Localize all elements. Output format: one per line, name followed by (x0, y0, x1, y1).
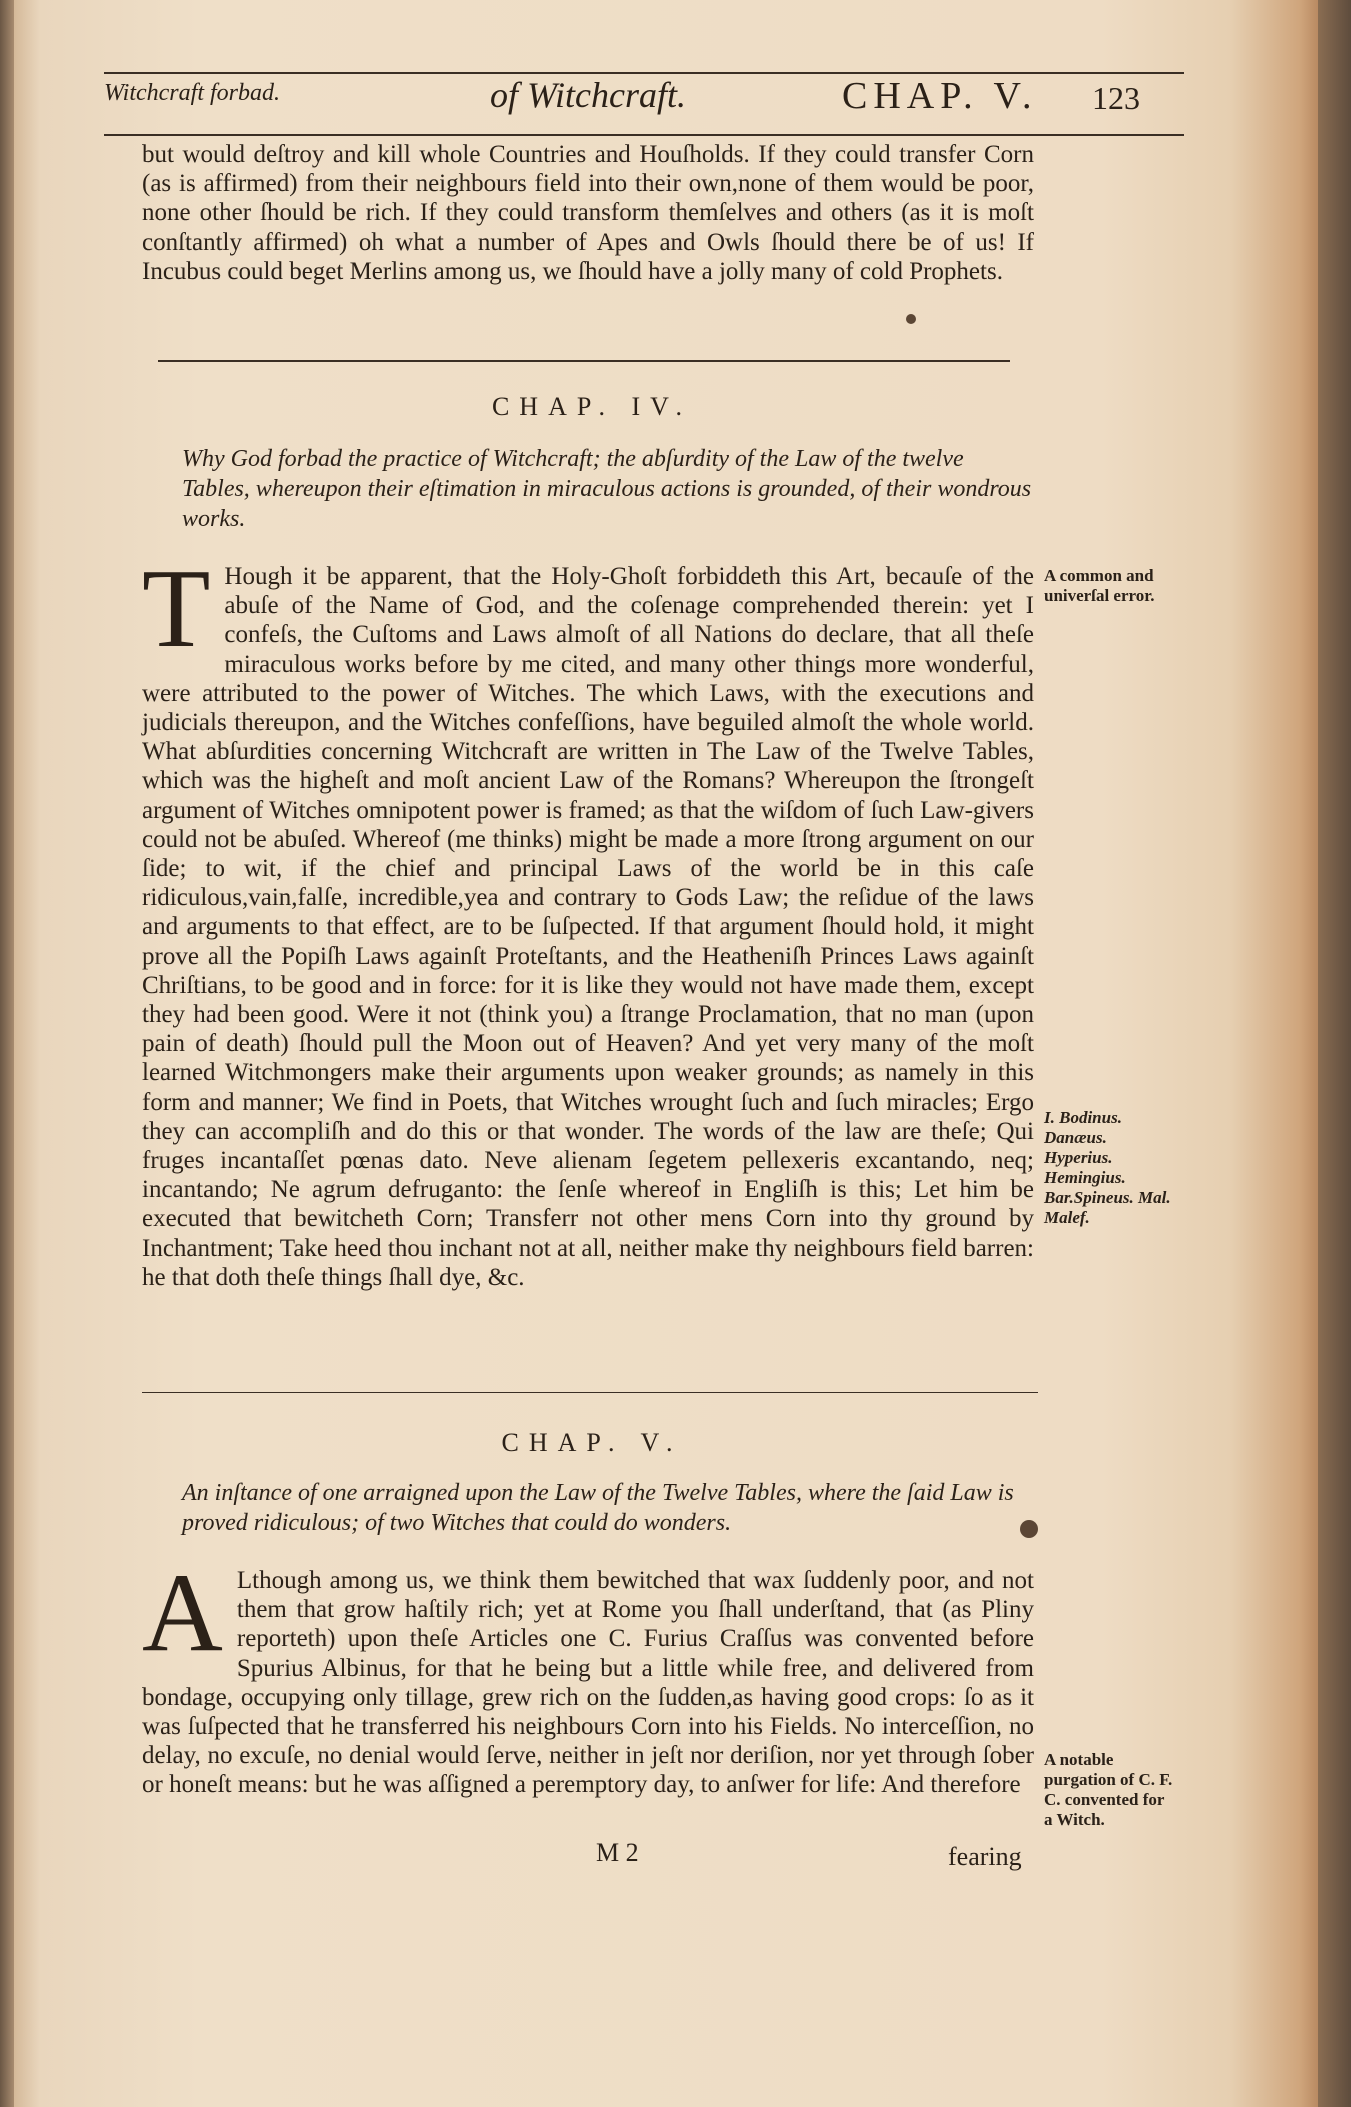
chapter-5-title: CHAP. V. (501, 1428, 683, 1457)
chapter-5-body (142, 1551, 1034, 1800)
top-paragraph (142, 140, 1034, 286)
running-head-chapter: CHAP. V. (842, 75, 1038, 117)
margin-note-authorities: I. Bodinus. Danæus. Hyperius. Hemingius. Bar.Spineus. Mal. Malef. (1044, 1108, 1171, 1227)
top-paragraph-text: but would deſtroy and kill whole Countries and Houſholds. If they could transfer Corn (as is affirmed) from their neighbours field into their own,none of them would be poor, none other ſhould be rich. If they could transform themſelves and others (as it is moſt conſtantly affirmed) oh what a number of Apes and Owls ſhould there be of us! If Incubus could beget Merlins among us, we ſhould have a jolly many of cold Prophets. (142, 141, 1034, 285)
chapter-4-title: CHAP. IV. (491, 392, 693, 421)
signature-mark: M 2 (596, 1838, 639, 1867)
running-head-left: Witchcraft forbad. (104, 80, 280, 106)
section-divider-2 (142, 1392, 1038, 1393)
chapter-4-body-text: Hough it be apparent, that the Holy-Ghoſt forbiddeth this Art, becauſe of the abuſe of the Name of God, and the coſenage comprehended therein: yet I confeſs, the Cuſtoms and Laws almoſt of all Nations do declare, that all theſe miraculous works before by me cited, and many other things more wonderful, were attributed to the power of Witches. The which Laws, with the executions and judicials thereupon, and the Witches confeſſions, have beguiled almoſt the whole world. What abſurdities concerning Witchcraft are written in The Law of the Twelve Tables, which was the higheſt and moſt ancient Law of the Romans? Whereupon the ſtrongeſt argument of Witches omnipotent power is framed; as that the wiſdom of ſuch Law-givers could not be abuſed. Whereof (me thinks) might be made a more ſtrong argument on our ſide; to wit, if the chief and principal Laws of the world be in this caſe ridiculous,vain,falſe, incredible,yea and contrary to Gods Law; the reſidue of the laws and arguments to that effect, are to be ſuſpected. If that argument ſhould hold, it might prove all the Popiſh Laws againſt Proteſtants, and the Heatheniſh Princes Laws againſt Chriſtians, to be good and in force: for it is like they would not have made them, except they had been good. Were it not (think you) a ſtrange Proclamation, that no man (upon pain of death) ſhould pull the Moon out of Heaven? And yet very many of the moſt learned Witchmongers make their arguments upon weaker grounds; as namely in this form and manner; We find in Poets, that Witches wrought ſuch and ſuch miracles; Ergo they can accompliſh and do this or that wonder. The words of the law are theſe; Qui fruges incantaſſet pœnas dato. Neve alienam ſegetem pellexeris excantando, neq; incantando; Ne agrum defruganto: the ſenſe whereof in Engliſh is this; Let him be executed that bewitcheth Corn; Transferr not other mens Corn into thy ground by Inchantment; Take heed thou inchant not at all, neither make thy neighbours field barren: he that doth theſe things ſhall dye, &c. (142, 563, 1034, 1291)
ink-spot (906, 314, 916, 324)
catchword: fearing (948, 1842, 1022, 1871)
ink-spot (1020, 1520, 1038, 1538)
book-spine (0, 0, 14, 2107)
margin-note-common-error: A common and univerſal error. (1044, 566, 1155, 605)
chapter-5-dropcap: A (142, 1551, 223, 1675)
page-number: 123 (1092, 80, 1140, 116)
margin-note-purgation: A notable purgation of C. F. C. convented for a Witch. (1044, 1750, 1173, 1829)
chapter-4-summary: Why God forbad the practice of Witchcraft; the abſurdity of the Law of the twelve Tables, whereupon their eſtimation in miraculous actions is grounded, of their wondrous works. (182, 446, 1032, 532)
header-rule-bottom (104, 134, 1184, 136)
chapter-4-dropcap: T (142, 547, 211, 671)
running-head-center: of Witchcraft. (490, 75, 686, 115)
chapter-4-body (142, 547, 1034, 1292)
chapter-5-summary: An inſtance of one arraigned upon the Law of the Twelve Tables, where the ſaid Law is proved ridiculous; of two Witches that could do wonders. (182, 1480, 1014, 1536)
chapter-5-body-text: Lthough among us, we think them bewitched that wax ſuddenly poor, and not them that grow haſtily rich; yet at Rome you ſhall underſtand, that (as Pliny reporteth) upon theſe Articles one C. Furius Craſſus was convented before Spurius Albinus, for that he being but a little while free, and delivered from bondage, occupying only tillage, grew rich on the ſudden,as having good crops: ſo as it was ſuſpected that he transferred his neighbours Corn into his Fields. No interceſſion, no delay, no excuſe, no denial would ſerve, neither in jeſt nor deriſion, nor yet through ſober or honeſt means: but he was aſſigned a peremptory day, to anſwer for life: And therefore (142, 1567, 1034, 1799)
page-edge (1318, 0, 1351, 2107)
section-divider-1 (158, 360, 1010, 362)
